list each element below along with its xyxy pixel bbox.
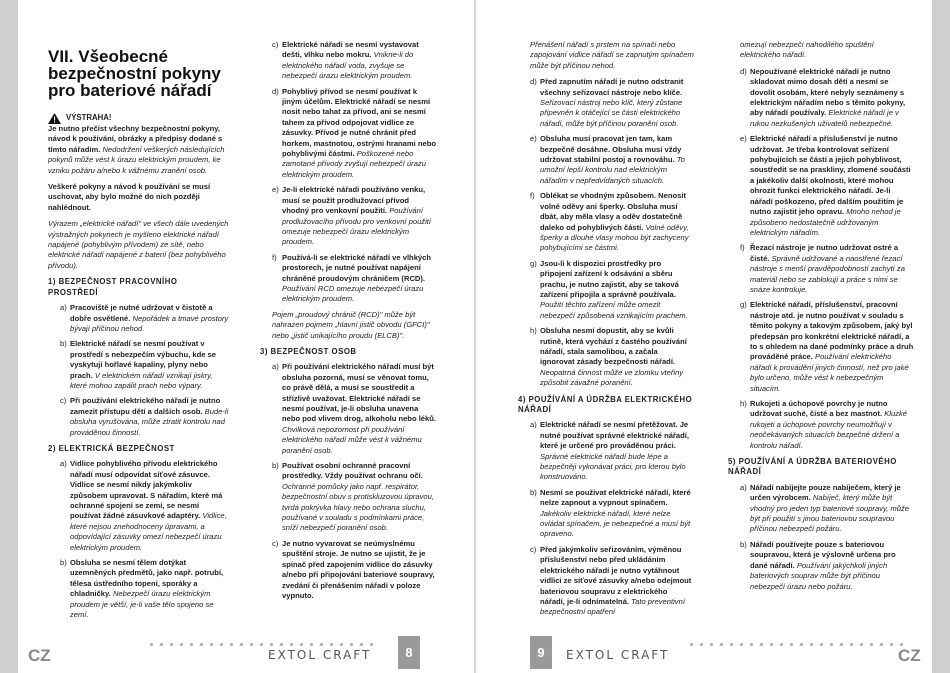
item-text: [540, 134, 694, 186]
item-italic-text: Seřizovací nástroj nebo klíč, který zůstane připevněn k otáčející se části elektrického nářadí, může být příčinou poranění osob.: [540, 98, 683, 128]
item-italic-text: Ochranné pomůcky jako např. respirátor, bezpečnostní obuv s protiskluzovou úpravou, tvrdá pokrývka hlavy nebo ochrana sluchu, používané v souladu s podmínkami práce, sníží nebezpečí poranění osob.: [282, 481, 434, 533]
column-3-lead: Přenášení nářadí s prstem na spínači nebo zapojování vidlice nářadí se zapnutým spínačem může být příčinou nehod.: [530, 40, 694, 70]
item-bold-text: Při používání elektrického nářadí musí být obsluha pozorná, musí se věnovat tomu, co právě dělá, a musí se soustředit a střízlivě uvažovat. Elektrické nářadí se nesmí používat, je-li obsluha unavena nebo pod vlivem drog, alkoholu nebo léků.: [282, 362, 436, 424]
item-letter: b): [272, 461, 279, 471]
item-letter: a): [272, 362, 279, 372]
section-5-title: 5) POUŽÍVÁNÍ A ÚDRŽBA BATERIOVÉHO NÁŘADÍ: [728, 457, 897, 477]
item-italic-text: Chvilková nepozornost při používání elektrického nářadí může vést k vážnému poranění osob.: [282, 424, 422, 455]
left-page-edge: [0, 0, 18, 673]
item-italic-text: Vnikne-li do elektrického nářadí voda, zvyšuje se nebezpečí úrazu elektrickým proudem.: [282, 50, 414, 81]
item-bold-text: Obsluha nesmí dopustit, aby se kvůli rutině, která vychází z častého používání nářadí, stala samolibou, a začala ignorovat zásady bezpečnosti nářadí.: [540, 326, 687, 367]
item-italic-text: Používání jakýchkoli jiných bateriových souprav může být příčinou nebezpečí úrazu nebo požáru.: [750, 560, 888, 591]
section-5-items: [728, 483, 914, 592]
item-text: [282, 87, 438, 181]
column-2: [260, 40, 438, 606]
list-item: [530, 326, 694, 388]
item-bold-text: Při používání elektrického nářadí je nutno zamezit přístupu dětí a dalších osob.: [70, 396, 221, 416]
warning-icon: [48, 113, 61, 124]
section-2-title: 2) ELEKTRICKÁ BEZPEČNOST: [48, 443, 175, 453]
right-page-edge: [932, 0, 950, 673]
section-4-items: [518, 420, 694, 617]
item-text: [70, 396, 230, 438]
warning-heading: [48, 113, 230, 124]
item-bold-text: Nářadí používejte pouze s bateriovou soupravou, která je výslovně určena pro dané nářadí.: [750, 539, 896, 570]
item-letter: d): [272, 86, 279, 96]
item-bold-text: Elektrické nářadí se nesmí přetěžovat. Je nutné používat správné elektrické nářadí, které je určené pro prováděnou práci.: [540, 420, 689, 451]
item-bold-text: Používá-li se elektrické nářadí ve vlhkých prostorech, je nutné používat napájení chráněné proudovým chráničem (RCD).: [282, 252, 431, 283]
item-text: [540, 545, 694, 618]
item-text: [70, 339, 230, 391]
item-letter: a): [530, 420, 537, 430]
item-letter: a): [60, 459, 67, 469]
item-italic-text: To umožní lepší kontrolu nad elektrickým nářadím v nepředvídaných situacích.: [540, 155, 685, 185]
keep-instructions: Veškeré pokyny a návod k používání se musí uschovat, aby bylo možné do nich později nahlédnout.: [48, 182, 211, 212]
list-item: [530, 259, 694, 321]
list-item: [530, 134, 694, 186]
item-text: [750, 399, 914, 451]
item-letter: h): [530, 326, 537, 336]
item-italic-text: Poškozené nebo zamotané přívody zvyšují nebezpečí úrazu elektrickým proudem.: [282, 149, 426, 179]
list-item: [740, 243, 914, 295]
section-3-items-cont: [518, 77, 694, 388]
item-bold-text: Obsluha musí pracovat jen tam, kam bezpečně dosáhne. Obsluha musí vždy udržovat stabilní postoj a rovnováhu.: [540, 134, 682, 165]
item-bold-text: Nesmí se používat elektrické nářadí, které nelze zapnout a vypnout spínačem.: [540, 487, 691, 508]
column-1: [48, 40, 230, 625]
list-item: [272, 87, 438, 181]
list-item: [60, 339, 230, 391]
list-item: [60, 459, 230, 553]
item-bold-text: Je-li elektrické nářadí používáno venku, musí se použít prodlužovací přívod vhodný pro venkovní použití.: [282, 185, 426, 216]
brand-logo-right: EXTOL CRAFT: [566, 648, 670, 662]
item-letter: f): [740, 243, 745, 253]
item-letter: b): [60, 339, 67, 349]
item-text: [70, 459, 230, 553]
rcd-note: Pojem „proudový chránič (RCD)" může být nahrazen pojmem „hlavní jistič obvodu (GFCI)" nebo „jistič unikajícího proudu (ELCB)".: [272, 309, 430, 340]
intro-bold: Je nutno přečíst všechny bezpečnostní pokyny, návod k používání, obrázky a předpisy dodané s tímto nářadím.: [48, 124, 223, 154]
section-4-items-cont: [728, 67, 914, 451]
list-item: [740, 399, 914, 451]
list-item: [272, 40, 438, 82]
term-definition: Výrazem „elektrické nářadí" ve všech dále uvedených výstražných pokynech je myšleno elektrické nářadí napájené (pohyblivým přívodem) ze sítě, nebo elektrické nářadí napájené z baterií (bez pohyblivého přívodu).: [48, 219, 229, 270]
item-letter: c): [530, 544, 537, 554]
item-italic-text: Správné elektrické nářadí bude lépe a bezpečněji vykonávat práci, pro kterou bylo konstruováno.: [540, 451, 686, 482]
item-italic-text: Správně udržované a naostřené řezací nástroje s menší pravděpodobností zachytí za materiál nebo se zablokují a práce s nimi se snáze kontroluje.: [750, 253, 905, 294]
item-letter: c): [272, 40, 279, 49]
item-italic-text: Bude-li obsluha vyrušována, může ztratit kontrolu nad prováděnou činností.: [70, 406, 229, 437]
item-letter: g): [530, 258, 537, 268]
list-item: [740, 540, 914, 592]
item-text: [282, 362, 438, 456]
item-italic-text: Nebezpečí úrazu elektrickým proudem je větší, je-li vaše tělo spojeno se zemí.: [70, 589, 214, 620]
item-text: [540, 191, 694, 253]
item-italic-text: Elektrické nářadí je v rukou nezkušených uživatelů nebezpečné.: [750, 108, 899, 128]
item-text: [750, 540, 914, 592]
item-letter: a): [740, 482, 747, 492]
list-item: [60, 558, 230, 620]
item-bold-text: Nepoužívané elektrické nářadí je nutno skladovat mimo dosah dětí a nesmí se dovolit osobám, které nebyly seznámeny s elektrickým nářadím nebo s těmito pokyny, aby nářadí používaly.: [750, 66, 906, 118]
item-italic-text: Neopatrná činnost může ve zlomku vteřiny způsobit závažné poranění.: [540, 367, 684, 388]
item-letter: b): [740, 539, 747, 549]
item-italic-text: Vidlice, které nejsou znehodnoceny úpravami, a odpovídající zásuvky omezí nebezpečí úrazu elektrickým proudem.: [70, 511, 227, 552]
footer-dots-left: [150, 643, 380, 646]
list-item: [272, 185, 438, 247]
intro-italic: Nedodržení veškerých následujících pokynů může vést k úrazu elektrickým proudem, ke vzniku požáru a/nebo k vážnému zranění osob.: [48, 144, 225, 175]
item-letter: g): [740, 300, 747, 310]
list-item: [60, 303, 230, 334]
item-letter: a): [60, 303, 67, 313]
item-text: [282, 40, 438, 82]
item-bold-text: Obsluha se nesmí tělem dotýkat uzemněných předmětů, jako např. potrubí, tělesa ústředního topení, sporáky a chladničky.: [70, 558, 224, 599]
item-text: [282, 539, 438, 601]
list-item: [740, 483, 914, 535]
item-letter: b): [530, 487, 537, 497]
item-text: [750, 300, 914, 394]
page-title: VII. Všeobecné bezpečnostní pokyny pro bateriové nářadí: [48, 47, 221, 100]
item-text: [540, 488, 694, 540]
list-item: [272, 362, 438, 456]
item-bold-text: Před zapnutím nářadí je nutno odstranit všechny seřizovací nástroje nebo klíče.: [540, 77, 684, 97]
list-item: [530, 488, 694, 540]
language-code-left: CZ: [28, 646, 51, 665]
item-bold-text: Před jakýmkoliv seřizováním, výměnou příslušenství nebo před ukládáním elektrického nářadí je nutno vytáhnout vidlici ze síťové zásuvky a/nebo odejmout bateriovou soupravu z elektrického nářadí, je-li odnímatelná.: [540, 544, 692, 606]
item-letter: e): [740, 134, 747, 144]
item-bold-text: Rukojeti a úchopové povrchy je nutno udržovat suché, čisté a bez mastnot.: [750, 399, 888, 419]
item-text: [750, 243, 914, 295]
list-item: [530, 420, 694, 482]
item-italic-text: Používání RCD omezuje nebezpečí úrazu elektrickým proudem.: [282, 283, 424, 304]
item-text: [282, 253, 438, 305]
item-letter: h): [740, 399, 747, 408]
page-number-right: 9: [530, 636, 552, 669]
item-letter: c): [60, 396, 67, 406]
item-bold-text: Pohyblivý přívod se nesmí používat k jiným účelům. Elektrické nářadí se nesmí nosit nebo tahat za přívod, ani se nesmí tahem za přívod odpojovat vidlice ze zásuvky. Přívod je nutné chránit před horkem, mastnotou, ostrými hranami nebo pohyblivými částmi.: [282, 86, 437, 159]
item-letter: d): [530, 77, 537, 87]
item-text: [540, 326, 694, 388]
column-4: [728, 40, 914, 597]
item-bold-text: Elektrické nářadí a příslušenství je nutno udržovat. Je třeba kontrolovat seřízení pohybujících se částí a jejich pohyblivost, soustředit se na praskliny, zlomené součásti a jakékoliv další okolnosti, které mohou ohrozit funkci elektrického nářadí. Je-li nářadí poškozeno, před dalším použitím je nutno zajistit jeho opravu.: [750, 134, 911, 217]
list-item: [272, 539, 438, 601]
item-italic-text: Mnoho nehod je způsobeno nedostatečně udržovaným elektrickým nářadím.: [750, 207, 901, 237]
item-letter: e): [272, 185, 279, 195]
item-text: [70, 303, 230, 334]
item-bold-text: Elektrické nářadí se nesmí používat v prostředí s nebezpečím výbuchu, kde se vyskytují hořlavé kapaliny, plyny nebo prach.: [70, 339, 217, 380]
section-1-title: 1) BEZPEČNOST PRACOVNÍHO PROSTŘEDÍ: [48, 277, 178, 297]
list-item: [272, 253, 438, 305]
list-item: [740, 67, 914, 129]
list-item: [530, 77, 694, 129]
item-text: [282, 461, 438, 534]
item-text: [750, 134, 914, 238]
item-text: [282, 185, 438, 247]
item-letter: d): [740, 66, 747, 76]
column-4-lead: omezují nebezpečí nahodilého spuštění elektrického nářadí.: [740, 40, 874, 60]
item-bold-text: Nářadí nabíjejte pouze nabíječem, který je určen výrobcem.: [750, 482, 901, 503]
item-italic-text: Používání prodlužovacího přívodu pro venkovní použití omezuje nebezpečí úrazu elektrickým proudem.: [282, 206, 432, 247]
item-letter: b): [60, 558, 67, 568]
page-number-left: 8: [398, 636, 420, 669]
section-2-items: [48, 459, 230, 620]
item-letter: c): [272, 538, 279, 548]
item-letter: e): [530, 134, 537, 144]
item-italic-text: Volné oděvy, šperky a dlouhé vlasy mohou být zachyceny pohybujícími se částmi.: [540, 222, 689, 253]
item-bold-text: Elektrické nářadí se nesmí vystavovat dešti, vlhku nebo mokru.: [282, 40, 419, 60]
item-italic-text: Kluzké rukojeti a úchopové povrchy neumožňují v neočekávaných situacích bezpečné držení a kontrolu nářadí.: [750, 409, 908, 450]
item-italic-text: Použití těchto zařízení může omezit nebezpečí způsobená vznikajícím prachem.: [540, 300, 688, 320]
item-italic-text: Používání elektrického nářadí k provádění jiných činností, než pro jaké bylo určeno, může vést k nebezpečným situacím.: [750, 352, 909, 393]
item-bold-text: Pracoviště je nutné udržovat v čistotě a dobře osvětlené.: [70, 303, 213, 323]
item-bold-text: Oblékat se vhodným způsobem. Nenosit volné oděvy ani šperky. Obsluha musí dbát, aby měla vlasy a oděv dostatečně daleko od pohyblivých částí.: [540, 191, 686, 232]
item-text: [540, 420, 694, 482]
item-bold-text: Je nutno vyvarovat se neúmyslnému spuštění stroje. Je nutno se ujistit, že je spínač před zapojením vidlice do zásuvky a/nebo při připojování bateriové soupravy, zvedání či přenášením nářadí v poloze vypnuto.: [282, 538, 435, 600]
section-3-items: [260, 362, 438, 601]
section-1-items: [48, 303, 230, 438]
warning-label: VÝSTRAHA!: [66, 113, 112, 123]
column-3: [518, 40, 694, 623]
item-italic-text: Jakékoliv elektrické nářadí, které nelze ovládat spínačem, je nebezpečné a musí být opraveno.: [540, 508, 691, 539]
item-text: [750, 483, 914, 535]
item-text: [540, 259, 694, 321]
list-item: [60, 396, 230, 438]
list-item: [530, 545, 694, 618]
item-bold-text: Jsou-li k dispozici prostředky pro připojení zařízení k odsávání a sběru prachu, je nutno zajistit, aby se taková zařízení připojila a správně používala.: [540, 258, 679, 299]
section-4-title: 4) POUŽÍVÁNÍ A ÚDRŽBA ELEKTRICKÉHO NÁŘADÍ: [518, 394, 693, 414]
item-bold-text: Používat osobní ochranné pracovní prostředky. Vždy používat ochranu očí.: [282, 461, 423, 481]
language-code-right: CZ: [898, 646, 921, 665]
list-item: [530, 191, 694, 253]
item-text: [70, 558, 230, 620]
footer-dots-right: [690, 643, 910, 646]
section-2-items-cont: [260, 40, 438, 305]
list-item: [272, 461, 438, 534]
item-italic-text: V elektrickém nářadí vznikají jiskry, které mohou zapálit prach nebo výpary.: [70, 370, 213, 390]
item-letter: f): [530, 191, 535, 201]
item-italic-text: Nabíječ, který může být vhodný pro jeden typ bateriové soupravy, může být při použití s jinou bateriovou soupravou příčinou nebezpečí požáru.: [750, 493, 909, 534]
list-item: [740, 300, 914, 394]
list-item: [740, 134, 914, 238]
brand-logo-left: EXTOL CRAFT: [268, 648, 372, 662]
item-bold-text: Řezací nástroje je nutno udržovat ostré a čisté.: [750, 243, 899, 263]
item-text: [750, 67, 914, 129]
item-bold-text: Vidlice pohyblivého přívodu elektrického nářadí musí odpovídat síťové zásuvce. Vidlice se nesmí nikdy jakýmkoliv způsobem upravovat. S nářadím, které má ochranné spojení se zemí, se nesmí používat žádné zásuvkové adaptéry.: [70, 459, 223, 521]
item-letter: f): [272, 252, 277, 262]
item-bold-text: Elektrické nářadí, příslušenství, pracovní nástroje atd. je nutno používat v souladu s těmito pokyny a takovým způsobem, jaký byl předepsán pro konkrétní elektrické nářadí, a to s ohledem na dané podmínky práce a druh prováděné práce.: [750, 300, 914, 362]
item-italic-text: Nepořádek a tmavé prostory bývají příčinou nehod.: [70, 313, 229, 333]
section-3-title: 3) BEZPEČNOST OSOB: [260, 346, 357, 356]
item-text: [540, 77, 694, 129]
item-italic-text: Tato preventivní bezpečnostní opatření: [540, 596, 685, 617]
